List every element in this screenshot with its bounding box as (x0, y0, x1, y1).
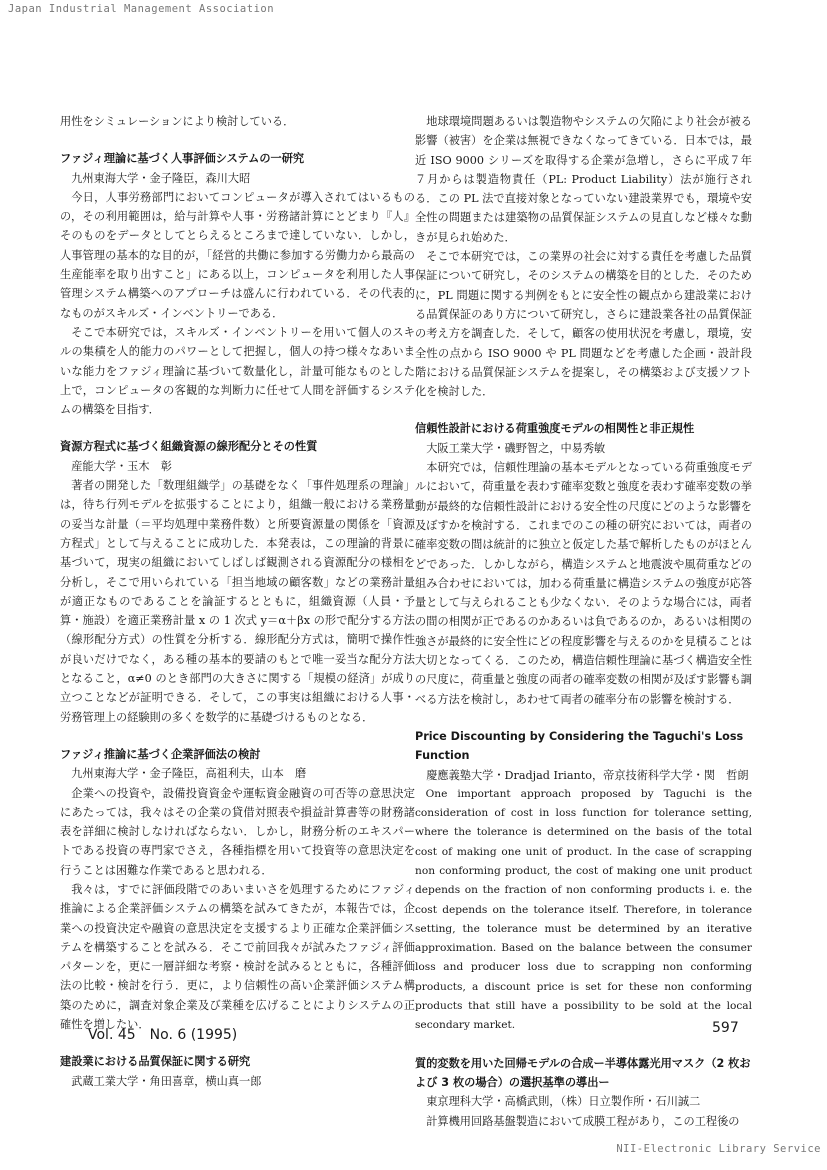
left-column (60, 112, 415, 1091)
section-title-construction-quality: 建設業における品質保証に関する研究 (60, 1055, 251, 1069)
section-authors: 九州東海大学・金子隆臣，高祖利夫，山本 磨 (71, 767, 307, 781)
section-paragraph: 今日，人事労務部門においてコンピュータが導入されてはいるものの，その利用範囲は，給与計算や人事・労務諸計算にとどまり『人』そのものをデータとしてとらえるところまで達していない．しかし，人事管理の基本的な目的が，「経営的共働に参加する労働力から最高の生産能率を取り出すこと」にある以上，コンピュータを利用した人事管理システム構築へのアプローチは盛んに行われている．その代表的なものがスキルズ・インベントリーである． (60, 190, 415, 320)
section-title-price-discounting: Price Discounting by Considering the Taguchi's Loss Function (415, 729, 744, 763)
section-paragraph: そこで本研究では，スキルズ・インベントリーを用いて個人のスキルの集積を人的能力のパワーとして把握し，個人の持つ様々なあいまいな能力をファジィ理論に基づいて数量化し，計量可能なものとした上で，コンピュータの客観的な判断力に任せて人間を評価するシステムの構築を目指す． (60, 325, 415, 417)
section-authors: 九州東海大学・金子隆臣，森川大昭 (71, 171, 251, 185)
section-paragraph: そこで本研究では，この業界の社会に対する責任を考慮した品質保証について研究し，そのシステムの構築を目的とした．そのために，PL 問題に関する判例をもとに安全性の観点から建設業における品質保証のあり方について研究し，さらに建設業各社の品質保証の考え方を調査した．そして，顧客の使用状況を考慮し，環境，安全性の点から ISO 9000 や PL 問題などを考慮した企画・設計段階における品質保証システムを提案し，その構築および支援ソフト化を検討した． (415, 250, 752, 399)
right-column (415, 112, 752, 1131)
section-paragraph: 企業への投資や，設備投資資金や運転資金融資の可否等の意思決定にあたっては，我々はその企業の貸借対照表や損益計算書等の財務諸表を詳細に検討しなければならない．しかし，財務分析のエキスパートである投資の専門家でさえ，各種指標を用いて投資等の意思決定を行うことは困難な作業であると思われる． (60, 786, 415, 877)
section-authors: 武蔵工業大学・角田喜章，横山真一郎 (71, 1074, 262, 1088)
section-title-fuzzy-hr: ファジィ理論に基づく人事評価システムの一研究 (60, 152, 305, 166)
section-authors: 東京理科大学・高橋武則，（株）日立製作所・石川誠二 (426, 1095, 701, 1109)
section-paragraph: One important approach proposed by Taguchi is the consideration of cost in loss function for tolerance setting, where the tolerance is determined on the basis of the total cost of making one unit of product. In the case of scrapping non conforming product, the cost of making one unit product depends on the fraction of non conforming products i. e. the cost depends on the tolerance itself. Therefore, in tolerance setting, the tolerance must be determined by an iterative approximation. Based on the balance between the consumer loss and producer loss due to scrapping non conforming products, a discount price is set for these non conforming products that still have a possibility to be sold at the local secondary market. (415, 787, 752, 1032)
page-number: 597 (712, 1020, 739, 1036)
section-title-resource-equation: 資源方程式に基づく組織資源の線形配分とその性質 (60, 440, 318, 454)
section-title-regression-model: 質的変数を用いた回帰モデルの合成ー半導体露光用マスク（2 枚および 3 枚の場合）の選択基準の導出ー (415, 1056, 751, 1089)
running-head: Japan Industrial Management Association (8, 3, 275, 15)
library-footer: NII-Electronic Library Service (616, 1143, 821, 1155)
section-title-fuzzy-evaluation: ファジィ推論に基づく企業評価法の検討 (60, 747, 261, 761)
section-authors: 大阪工業大学・磯野智之，中易秀敏 (426, 441, 606, 455)
section-title-reliability: 信頼性設計における荷重強度モデルの相関性と非正規性 (415, 422, 695, 436)
section-authors: 慶應義塾大学・Dradjad Irianto，帝京技術科学大学・関 哲朗 (426, 768, 749, 782)
intro-text: 用性をシミュレーションにより検討している． (60, 115, 295, 128)
section-paragraph: 著者の開発した「数理組織学」の基礎をなく「事件処理系の理論」は，待ち行列モデルを拡張することにより，組織一般における業務量の妥当な計量（＝平均処理中業務件数）と所要資源量の関係を「資源方程式」として与えることに成功した．本発表は，この理論的背景に基づいて，現実の組織においてしばしば観測される資源配分の様相を分析し，そこで用いられている「担当地域の顧客数」などの業務計量が適正なものであることを論証するとともに，組織資源（人員・予算・施設）を適正業務計量 x の 1 次式 y＝α＋βx の形で配分する方法（線形配分方式）の性質を分析する．線形配分方式は，簡明で操作性が良いだけでなく，ある種の基本的要請のもとで唯一妥当な配分方法となること，α≠0 のとき部門の大きさに関する「規模の経済」が成り立つことなどが証明できる．そして，この事実は組織における人事・労務管理上の経験則の多くを数学的に基礎づけるものとなる． (60, 479, 415, 724)
section-paragraph: 我々は，すでに評価段階でのあいまいさを処理するためにファジィ推論による企業評価システムの構築を試みてきたが，本報告では，企業への投資決定や融資の意思決定を支援するより正確な企業評価システムを構築することを試みる．そこで前回我々が試みたファジィ評価パターンを，更に一層詳細な考察・検討を試みるとともに，各種評価法の比較・検討を行う．更に，より信頼性の高い企業評価システム構築のために，調査対象企業及び業種を広げることによりシステムの正確性を増したい． (60, 882, 415, 1032)
section-paragraph: 計算機用回路基盤製造において成膜工程があり，この工程後の (426, 1114, 740, 1128)
section-paragraph: 地球環境問題あるいは製造物やシステムの欠陥により社会が被る影響（被害）を企業は無視できなくなってきている．日本では，最近 ISO 9000 シリーズを取得する企業が急増し，さらに平成７年７月からは製造物責任（PL: Product Liability）法が施行される．この PL 法で直接対象となっていない建設業界でも，環境や安全性の問題または建築物の品質保証システムの見直しなど様々な動きが見られ始めた． (415, 115, 752, 244)
section-paragraph: 本研究では，信頼性理論の基本モデルとなっている荷重強度モデルにおいて，荷重量を表わす確率変数と強度を表わす確率変数の挙動が最終的な信頼性設計における安全性の尺度にどのような影響を及ぼすかを検討する．これまでのこの種の研究においては，両者の確率変数の間は統計的に独立と仮定した基で解析したものがほとんどであった．しかしながら，構造システムと地震波や風荷重などの組み合わせにおいては，加わる荷重量に構造システムの強度が応答量として与えられることも少なくない．そのような場合には，両者の間の相関が正であるのかあるいは負であるのか，あるいは相関の強さが最終的に安全性にどの程度影響を与えるのかを見積ることは大切となってくる．このため，構造信頼性理論に基づく構造安全性の尺度に，荷重量と強度の両者の確率変数の相関が及ぼす影響も調べる方法を検討し，あわせて両者の確率分布の影響を検討する． (415, 461, 752, 706)
volume-info: Vol. 45 No. 6 (1995) (88, 1027, 238, 1043)
section-authors: 産能大学・玉木 彰 (71, 459, 172, 473)
